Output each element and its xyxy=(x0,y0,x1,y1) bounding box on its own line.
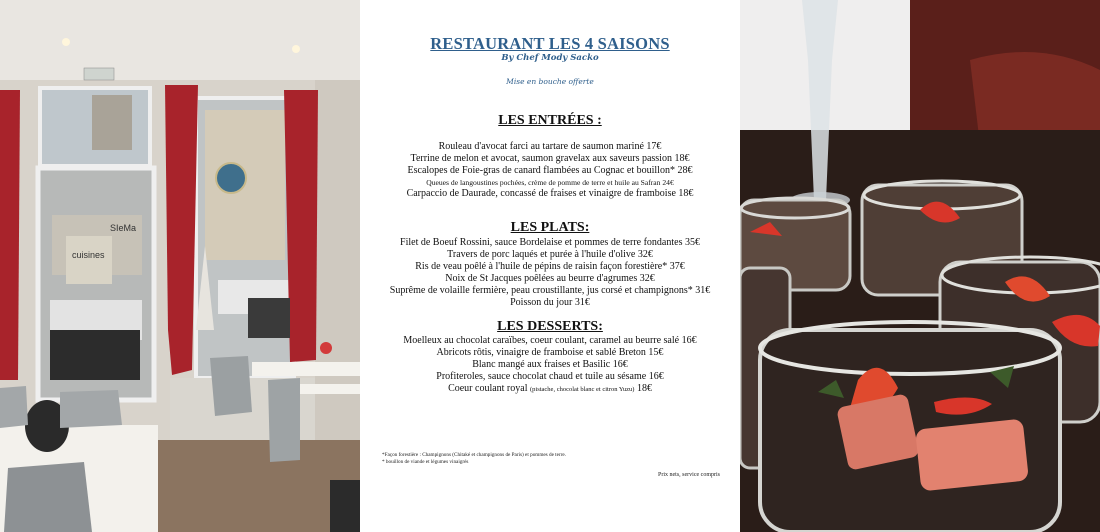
restaurant-interior-photo xyxy=(0,0,360,532)
menu-item: Rouleau d'avocat farci au tartare de saumon mariné 17€ xyxy=(438,141,662,152)
menu-item xyxy=(370,383,730,396)
price-note: Prix nets, service compris xyxy=(658,472,720,478)
item-note: (pistache, chocolat blanc et citron Yuzu) xyxy=(529,386,635,393)
menu-item: Profiteroles, sauce chocolat chaud et tuile au sésame 16€ xyxy=(436,371,664,382)
window-logo xyxy=(216,163,246,193)
dark-car xyxy=(50,330,140,380)
wall-screen xyxy=(248,298,290,338)
menu-item: Abricots rôtis, vinaigre de framboise et sablé Breton 15€ xyxy=(436,347,664,358)
menu-card xyxy=(370,0,730,532)
menu-item: Noix de St Jacques poêlées au beurre d'agrumes 32€ xyxy=(445,273,655,284)
amuse-bouche-note: Mise en bouche offerte xyxy=(506,77,594,86)
menu-item: Poisson du jour 31€ xyxy=(510,297,590,308)
ceiling xyxy=(0,0,360,80)
exit-sign xyxy=(84,68,114,80)
section-heading-entrees: LES ENTRÉES : xyxy=(498,113,602,128)
menu-item: Travers de porc laqués et purée à l'huile d'olive 32€ xyxy=(447,249,653,260)
shop-front xyxy=(66,236,112,284)
menu-item: Suprême de volaille fermière, peau croustillante, jus corsé et champignons* 31€ xyxy=(389,285,711,296)
chef-byline: By Chef Mody Sacko xyxy=(501,53,599,63)
salmon-tartare xyxy=(915,419,1029,492)
grey-chair xyxy=(0,386,28,428)
grey-chair xyxy=(268,378,300,462)
shop-sign: cuisines xyxy=(72,250,105,260)
table-top-right xyxy=(300,384,360,394)
menu-item: Moelleux au chocolat caraïbes, coeur coulant, caramel au beurre salé 16€ xyxy=(403,335,697,346)
dark-doormat xyxy=(330,480,360,532)
ceiling-light xyxy=(62,38,70,46)
item-price: 18€ xyxy=(636,383,652,394)
dessert-jars-photo xyxy=(740,0,1100,532)
footnote: * bouillon de viande et légumes vinaigrés xyxy=(382,459,469,465)
flower-vase xyxy=(320,342,332,354)
grey-chair xyxy=(4,462,92,532)
menu-item: Filet de Boeuf Rossini, sauce Bordelaise et pommes de terre fondantes 35€ xyxy=(400,237,700,248)
restaurant-title: RESTAURANT LES 4 SAISONS xyxy=(430,34,670,53)
jars-illustration xyxy=(740,0,1100,532)
item-name: Coeur coulant royal xyxy=(448,383,528,394)
grey-chair xyxy=(210,356,252,416)
menu-item: Escalopes de Foie-gras de canard flambées au Cognac et bouillon* 28€ xyxy=(407,165,693,176)
building-facade xyxy=(92,95,132,150)
menu-item: Queues de langoustines pochées, crème de pomme de terre et huile au Safran 24€ xyxy=(426,178,674,187)
interior-illustration xyxy=(0,0,360,532)
menu-item: Ris de veau poêlé à l'huile de pépins de raisin façon forestière* 37€ xyxy=(415,261,685,272)
footnote: *Façon forestière : Champignons (Chitaké et champignons de Paris) et pommes de terre. xyxy=(382,452,566,458)
section-heading-desserts: LES DESSERTS: xyxy=(497,319,603,334)
section-heading-plats: LES PLATS: xyxy=(510,220,590,235)
awning-text: SIeMa xyxy=(110,223,137,233)
menu-item: Terrine de melon et avocat, saumon gravelax aux saveurs passion 18€ xyxy=(410,153,690,164)
curtain-left xyxy=(0,90,20,380)
ceiling-light xyxy=(292,45,300,53)
menu-item: Carpaccio de Daurade, concassé de fraises et vinaigre de framboise 18€ xyxy=(406,188,694,199)
menu-item: Blanc mangé aux fraises et Basilic 16€ xyxy=(472,359,628,370)
table-top xyxy=(252,362,360,376)
grey-chair xyxy=(60,390,122,428)
right-wall xyxy=(315,80,360,450)
